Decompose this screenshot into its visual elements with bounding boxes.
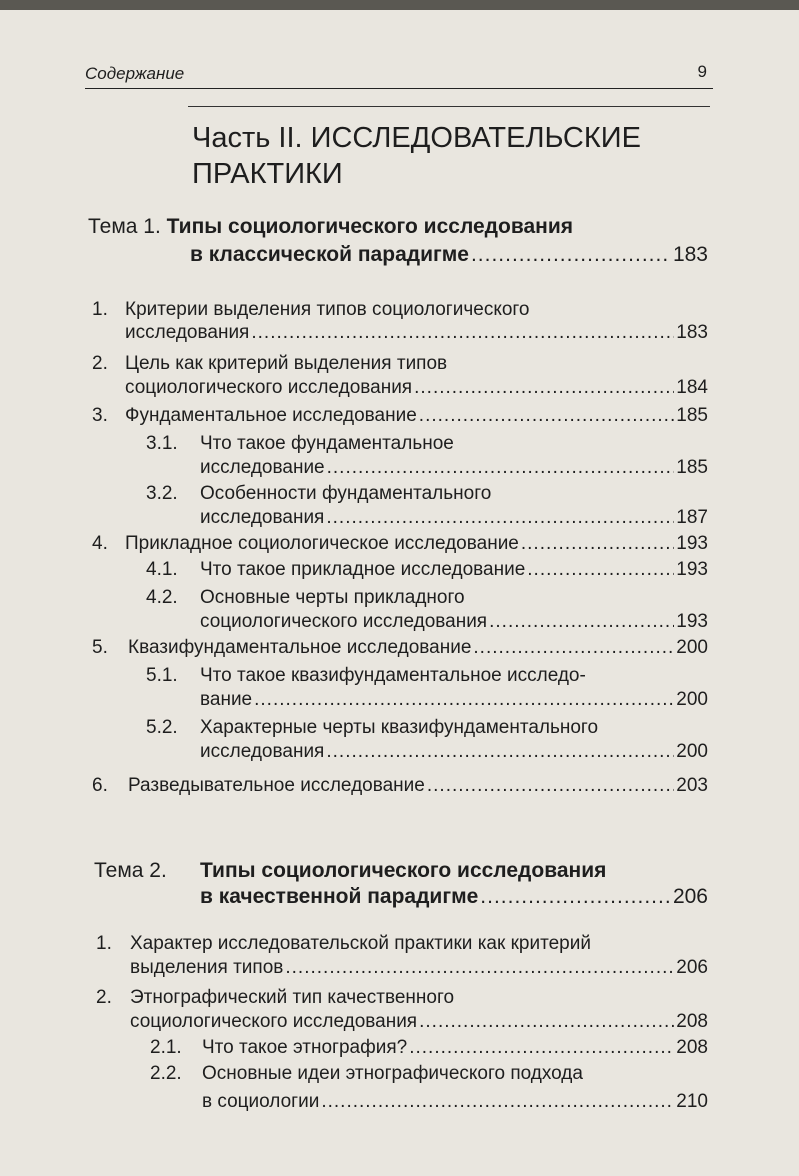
toc-subitem-cont [202,1090,708,1114]
leader-dots [254,688,674,712]
page-ref: 200 [676,689,708,710]
toc-subitem [150,1036,708,1060]
leader-dots [471,240,671,270]
page-ref: 206 [676,957,708,978]
leader-dots [521,532,674,556]
toc-subitem-cont [200,456,708,480]
item-number: 5. [92,637,108,658]
part-title-line: ПРАКТИКИ [192,158,343,190]
page-ref: 185 [676,405,708,426]
item-number: 5.2. [146,717,178,738]
tema-1-heading-cont [190,240,708,270]
toc-subitem [146,432,708,456]
toc-item [96,932,708,956]
item-title: в социологии [202,1091,320,1112]
toc-item-cont [130,1010,708,1034]
item-number: 2.1. [150,1037,182,1058]
item-number: 2. [92,353,108,374]
tema-1-heading [88,212,708,242]
toc-item [92,298,708,322]
item-title: выделения типов [130,957,284,978]
leader-dots [489,610,674,634]
leader-dots [327,456,675,480]
toc-item [96,986,708,1010]
item-title: Этнографический тип качественного [130,987,455,1008]
item-title: Что такое прикладное исследование [200,559,526,580]
toc-subitem [146,716,708,740]
toc-item-cont [125,321,708,345]
toc-subitem [150,1062,708,1086]
tema-title: в классической парадигме [190,243,469,266]
toc-item [92,404,708,428]
page-ref: 200 [676,741,708,762]
item-number: 4. [92,533,108,554]
item-title: Особенности фундаментального [200,483,492,504]
toc-item [92,532,708,556]
running-header [85,62,713,92]
item-title: Что такое фундаментальное [200,433,454,454]
item-title: исследования [200,507,325,528]
tema-label: Тема 1. [88,215,161,238]
book-page [0,10,799,1176]
page-ref: 193 [676,559,708,580]
tema-2-heading-cont [200,882,708,912]
page-ref: 193 [676,611,708,632]
tema-label: Тема 2. [94,859,167,882]
item-title: Характер исследовательской практики как критерий [130,933,591,954]
toc-item-cont [130,956,708,980]
running-header-title: Содержание [85,64,185,83]
toc-item [92,352,708,376]
item-title: Характерные черты квазифундаментального [200,717,599,738]
header-rule [85,88,713,89]
item-title: исследования [125,322,250,343]
toc-subitem [146,482,708,506]
tema-title: в качественной парадигме [200,885,479,908]
item-title: Основные идеи этнографического подхода [202,1063,583,1084]
scan-top-edge [0,0,799,10]
item-title: вание [200,689,253,710]
leader-dots [419,404,675,428]
leader-dots [409,1036,674,1060]
leader-dots [251,321,674,345]
item-title: исследование [200,457,325,478]
leader-dots [285,956,674,980]
toc-item [92,774,708,798]
tema-title: Типы социологического исследования [200,859,607,882]
part-rule [188,106,710,107]
toc-subitem-cont [200,740,708,764]
leader-dots [527,558,674,582]
page-ref: 193 [676,533,708,554]
item-number: 2.2. [150,1063,182,1084]
item-title: Основные черты прикладного [200,587,465,608]
toc-subitem-cont [200,506,708,530]
item-title: Цель как критерий выделения типов [125,353,448,374]
leader-dots [473,636,674,660]
item-number: 2. [96,987,112,1008]
part-title-line: Часть II. ИССЛЕДОВАТЕЛЬСКИЕ [192,122,641,154]
page-ref: 208 [676,1011,708,1032]
page-ref: 183 [672,243,708,266]
toc-item [92,636,708,660]
leader-dots [326,506,674,530]
item-number: 3. [92,405,108,426]
item-title: Критерии выделения типов социологического [125,299,530,320]
item-title: Прикладное социологическое исследование [125,533,519,554]
tema-title: Типы социологического исследования [166,215,574,238]
item-number: 4.2. [146,587,178,608]
toc-subitem [146,558,708,582]
leader-dots [419,1010,674,1034]
item-title: Что такое этнография? [202,1037,408,1058]
page-ref: 206 [672,885,708,908]
item-number: 3.2. [146,483,178,504]
page-number: 9 [697,62,707,81]
page-ref: 184 [676,377,708,398]
toc-subitem [146,664,708,688]
item-title: Фундаментальное исследование [125,405,417,426]
item-title: исследования [200,741,325,762]
item-number: 1. [92,299,108,320]
item-title: Квазифундаментальное исследование [128,637,472,658]
item-title: социологического исследования [200,611,488,632]
toc-subitem-cont [200,610,708,634]
toc-item-cont [125,376,708,400]
item-number: 4.1. [146,559,178,580]
leader-dots [414,376,674,400]
item-number: 5.1. [146,665,178,686]
page-ref: 187 [676,507,708,528]
item-number: 1. [96,933,112,954]
leader-dots [480,882,671,912]
page-ref: 185 [676,457,708,478]
toc-subitem-cont [200,688,708,712]
page-ref: 210 [676,1091,708,1112]
item-number: 3.1. [146,433,178,454]
toc-subitem [146,586,708,610]
page-ref: 183 [676,322,708,343]
item-title: социологического исследования [130,1011,418,1032]
page-ref: 200 [676,637,708,658]
leader-dots [326,740,674,764]
item-number: 6. [92,775,108,796]
leader-dots [427,774,674,798]
item-title: Разведывательное исследование [128,775,425,796]
item-title: социологического исследования [125,377,413,398]
item-title: Что такое квазифундаментальное исследо- [200,665,586,686]
part-title [192,120,712,192]
page-ref: 203 [676,775,708,796]
page-ref: 208 [676,1037,708,1058]
leader-dots [321,1090,674,1114]
